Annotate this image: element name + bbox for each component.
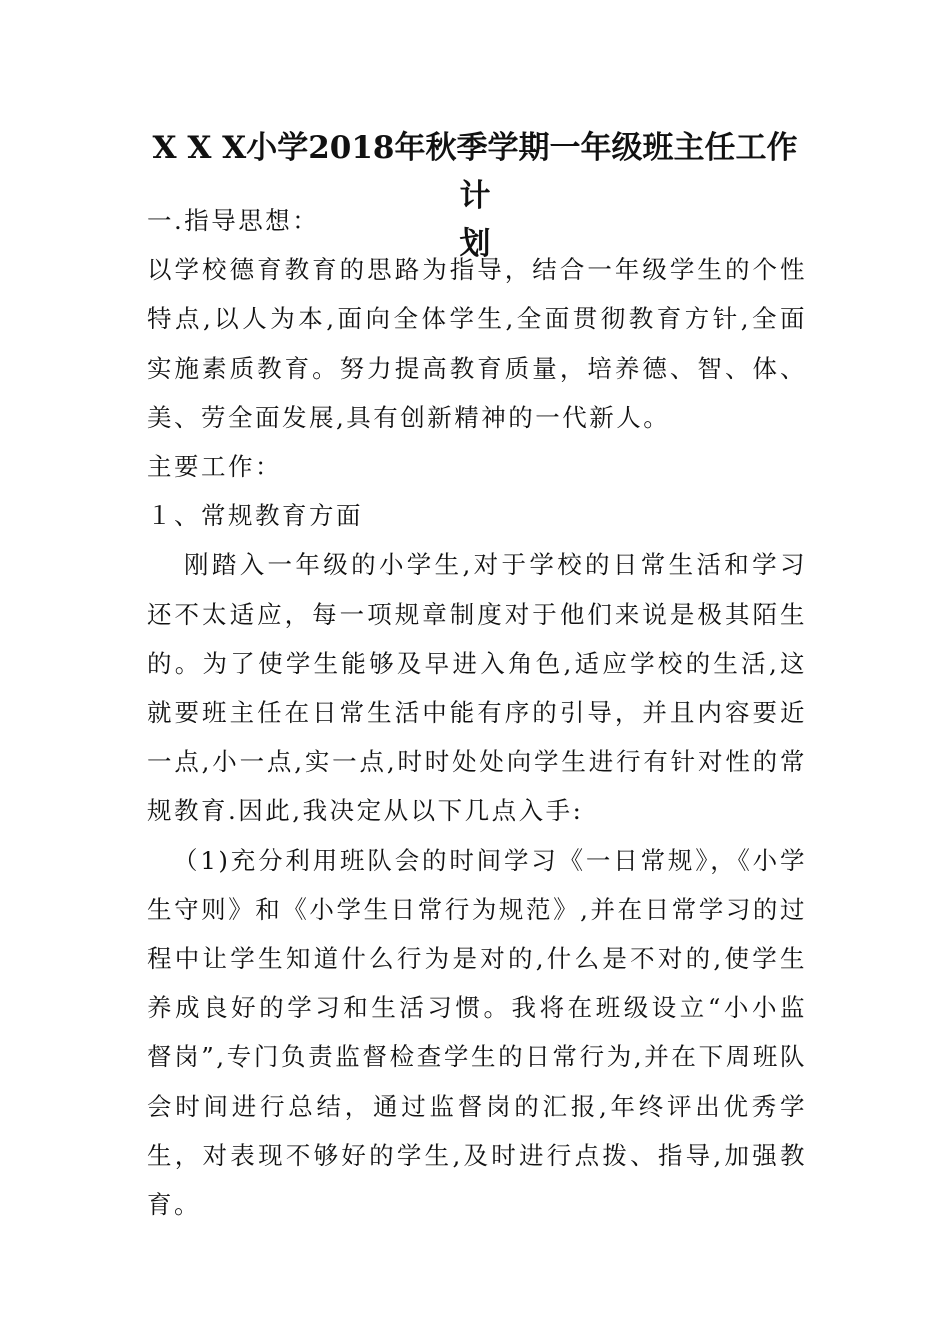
item1-paragraph: 刚踏入一年级的小学生,对于学校的日常生活和学习还不太适应，每一项规章制度对于他们来说是极其陌生的。为了使学生能够及早进入角色,适应学校的生活,这就要班主任在日常生活中能有序的引导，并且内容要近一点,小一点,实一点,时时处处向学生进行有针对性的常规教育.因此,我决定从以下几点入手: <box>147 550 807 826</box>
title-line-2: 划 <box>459 226 491 262</box>
main-work-heading: 主要工作： <box>147 452 282 482</box>
document-body <box>147 196 807 1229</box>
item1-point1-paragraph: （1)充分利用班队会的时间学习《一日常规》，《小学生守则》和《小学生日常行为规范》,并在日常学习的过程中让学生知道什么行为是对的,什么是不对的,使学生养成良好的学习和生活习惯。我将在班级设立“小小监督岗”,专门负责监督检查学生的日常行为,并在下周班队会时间进行总结，通过监督岗的汇报,年终评出优秀学生，对表现不够好的学生,及时进行点拨、指导,加强教育。 <box>147 845 807 1220</box>
guidance-paragraph: 以学校德育教育的思路为指导，结合一年级学生的个性特点,以人为本,面向全体学生,全面贯彻教育方针,全面实施素质教育。努力提高教育质量，培养德、智、体、美、劳全面发展,具有创新精神的一代新人。 <box>147 255 807 432</box>
item1-heading: １、常规教育方面 <box>147 501 363 531</box>
guidance-heading: 一.指导思想： <box>147 206 320 235</box>
title-line-1: X X X小学2018年秋季学期一年级班主任工作计 <box>152 130 798 214</box>
